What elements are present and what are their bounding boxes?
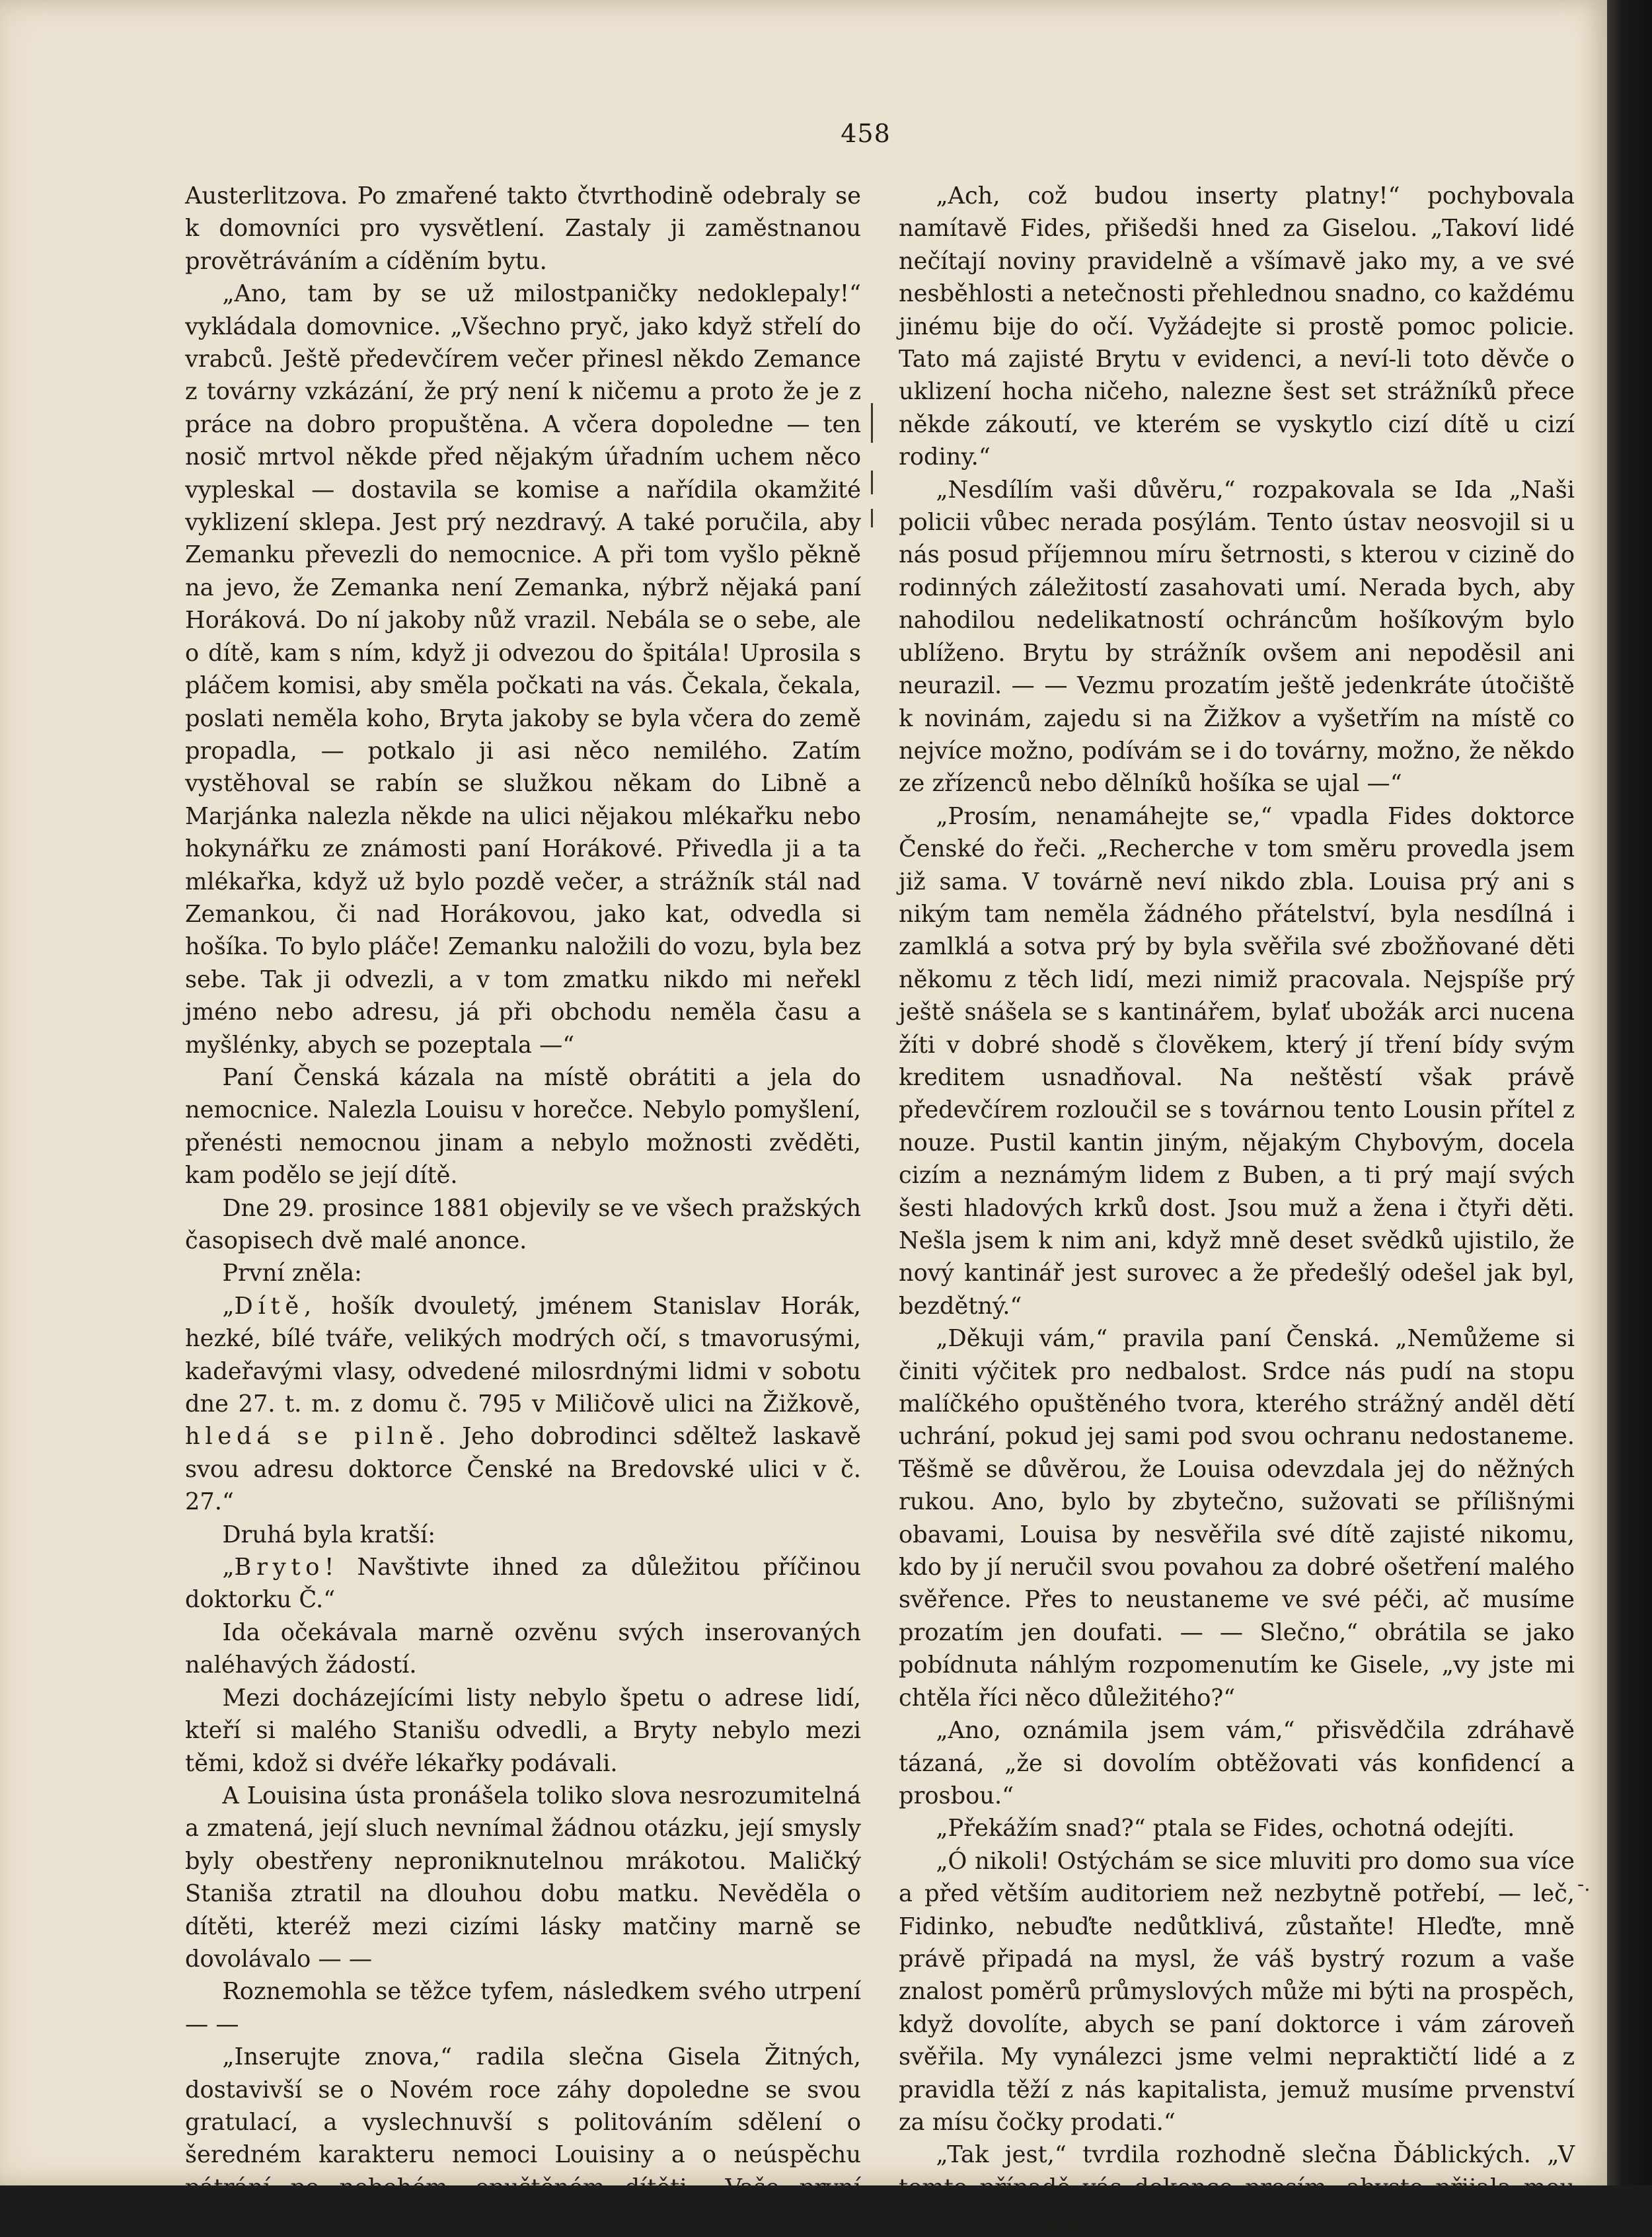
paragraph: „Děkuji vám,“ pravila paní Čenská. „Nemůžeme si činiti výčitek pro nedbalost. Srdce nás pudí na stopu malíčkého opuštěného tvora, kterého strážný anděl dětí uchrání, pokud jej sami pod svou ochranu nedostaneme. Těšmě se důvěrou, že Louisa odevzdala jej do něžných rukou. Ano, bylo by zbytečno, sužovati se přílišnými obavami, Louisa by nesvěřila své dítě zajisté nikomu, kdo by jí neručil svou povahou za dobré ošetření malého svěřence. Přes to neustaneme ve své péči, ač musíme prozatím jen doufati. — — Slečno,“ obrátila se jako pobídnuta náhlým rozpomenutím ke Gisele, „vy jste mi chtěla říci něco důležitého?“: [899, 1325, 1575, 1712]
spaced-phrase: hledá se pilně: [185, 1423, 439, 1451]
paragraph: Roznemohla se těžce tyfem, následkem svého utrpení — —: [185, 1978, 861, 2038]
advert-paragraph: [185, 1551, 861, 1616]
advert-text: ! Navštivte ihned za důležitou příčinou doktorku Č.“: [185, 1554, 861, 1614]
advert-paragraph: [185, 1290, 861, 1519]
margin-mark: -.: [1577, 1873, 1591, 1896]
left-column: [185, 180, 861, 2234]
paragraph: A Louisina ústa pronášela toliko slova nesrozumitelná a zmatená, její sluch nevnímal žádnou otázku, její smysly byly obestřeny neproniknutelnou mrákotou. Maličký Staniša ztratil na dlouhou dobu matku. Nevěděla o dítěti, kteréž mezi cizími lásky matčiny marně se dovolávalo — —: [185, 1782, 861, 1973]
column-divider-mark: [871, 403, 873, 443]
paragraph: Paní Čenská kázala na místě obrátiti a jela do nemocnice. Nalezla Louisu v horečce. Nebylo pomyšlení, přenésti nemocnou jinam a nebylo možnosti zvěděti, kam podělo se její dítě.: [185, 1063, 861, 1190]
paragraph: „Ach, což budou inserty platny!“ pochybovala namítavě Fides, přišedši hned za Giselou. „Takoví lidé nečítají noviny pravidelně a všímavě jako my, a ve své nesběhlosti a netečnosti přehlednou snadno, co každému jinému bije do očí. Vyžádejte si prostě pomoc policie. Tato má zajisté Brytu v evidenci, a neví-li toto děvče o uklizení hocha ničeho, nalezne šest set strážníků přece někde zákoutí, ve kterém se vyskytlo cizí dítě u cizí rodiny.“: [899, 182, 1575, 471]
paragraph: „Ano, oznámila jsem vám,“ přisvědčila zdráhavě tázaná, „že si dovolím obtěžovati vás konfidencí a prosbou.“: [899, 1717, 1575, 1809]
paragraph: „Prosím, nenamáhejte se,“ vpadla Fides doktorce Čenské do řeči. „Recherche v tom směru provedla jsem již sama. V továrně neví nikdo zbla. Louisa prý ani s nikým tam neměla žádného přátelství, byla nesdílná i zamlklá a sotva prý by byla svěřila své zbožňované děti někomu z těch lidí, mezi nimiž pracovala. Nejspíše prý ještě snášela se s kantinářem, bylať ubožák arci nucena žíti v dobré shodě s člověkem, který jí tření bídy svým kreditem usnadňoval. Na neštěstí však právě předevčírem rozloučil se s továrnou tento Lousin přítel z nouze. Pustil kantin jiným, nějakým Chybovým, docela cizím a neznámým lidem z Buben, a ti prý mají svých šesti hladových krků dost. Jsou muž a žena i čtyři děti. Nešla jsem k nim ani, když mně deset svědků ujistilo, že nový kantinář jest surovec a že předešlý odešel jak byl, bezdětný.“: [899, 802, 1575, 1320]
paragraph: První zněla:: [222, 1260, 362, 1287]
paragraph: „Nesdílím vaši důvěru,“ rozpakovala se Ida „Naši policii vůbec nerada posýlám. Tento ústav neosvojil si u nás posud příjemnou míru šetrnosti, s kterou v cizině do rodinných záležitostí zasahovati umí. Nerada bych, aby nahodilou nedelikatností ochráncům hošíkovým bylo ublíženo. Brytu by strážník ovšem ani nepoděsil ani neurazil. — — Vezmu prozatím ještě jedenkráte útočiště k novinám, zajedu si na Žižkov a vyšetřím na místě co nejvíce možno, podívám se i do továrny, možno, že někdo ze zřízenců nebo dělníků hošíka se ujal —“: [899, 476, 1575, 798]
spaced-word: Bryto: [234, 1554, 325, 1581]
advert-text: , hošík dvouletý, jménem Stanislav Horák, hezké, bílé tváře, velikých modrých očí, s tmavorusými, kadeřavými vlasy, odvedené milosrdnými lidmi v sobotu dne 27. t. m. z domu č. 795 v Miličově ulici na Žižkově,: [185, 1292, 861, 1418]
paragraph: „Inserujte znova,“ radila slečna Gisela Žitných, dostavivší se o Novém roce záhy dopoledne se svou gratulací, a vyslechnuvší s politováním sdělení o šeredném karakteru nemoci Louisiny a o neúspěchu pátrání po nebohém, opuštěném dítěti. „Vaše první anonce ztratily se asi ve spoustě novoročních návěští —“: [185, 2043, 861, 2234]
paragraph: „Tak jest,“ tvrdila rozhodně slečna Ďáblických. „V tomto případě vás dokonce prosím, abyste přijala mou radu a po případě i pomoc, aby zachováu byl práci: [899, 2141, 1575, 2234]
quote-mark: „: [222, 1554, 235, 1581]
scan-dark-edge: [1607, 0, 1652, 2185]
paragraph: Dne 29. prosince 1881 objevily se ve všech pražských časopisech dvě malé anonce.: [185, 1194, 861, 1254]
column-divider-mark: [871, 471, 873, 494]
paragraph: Ida očekávala marně ozvěnu svých inserovaných naléhavých žádostí.: [185, 1618, 861, 1679]
advert-text-end: . Jeho dobrodinci sděltež laskavě svou adresu doktorce Čenské na Bredovské ulici v č. 27.“: [185, 1423, 861, 1516]
column-divider-mark: [871, 509, 873, 527]
paragraph: „Ano, tam by se už milostpaničky nedoklepaly!“ vykládala domovnice. „Všechno pryč, jako když střelí do vrabců. Ještě předevčírem večer přinesl někdo Zemance z továrny vzkázání, že prý není k ničemu a proto že je z práce na dobro propuštěna. A včera dopoledne — ten nosič mrtvol někde před nějakým úřadním uchem něco vypleskal — dostavila se komise a nařídila okamžité vyklizení sklepa. Jest prý nezdravý. A také poručila, aby Zemanku převezli do nemocnice. A při tom vyšlo pěkně na jevo, že Zemanka není Zemanka, nýbrž nějaká paní Horáková. Do ní jakoby nůž vrazil. Nebála se o sebe, ale o dítě, kam s ním, když ji odvezou do špitála! Uprosila s pláčem komisi, aby směla počkati na vás. Čekala, čekala, poslati neměla koho, Bryta jakoby se byla včera do země propadla, — potkalo ji asi něco nemilého. Zatím vystěhoval se rabín se služkou někam do Libně a Marjánka nalezla někde na ulici nějakou mlékařku nebo hokynářku ze známosti paní Horákové. Přivedla ji a ta mlékařka, když už bylo pozdě večer, a strážník stál nad Zemankou, či nad Horákovou, jako kat, odvedla si hošíka. To bylo pláče! Zemanku naložili do vozu, byla bez sebe. Tak ji odvezli, a v tom zmatku nikdo mi neřekl jméno nebo adresu, já při obchodu neměla času a myšlénky, abych se pozeptala —“: [185, 280, 861, 1059]
paragraph: „Ó nikoli! Ostýchám se sice mluviti pro domo sua více a před větším auditoriem než nezbytně potřebí, — leč, Fidinko, nebuďte nedůtklivá, zůstaňte! Hleďte, mně právě připadá na mysl, že váš bystrý rozum a vaše znalost poměrů průmyslových může mi býti na prospěch, když dovolíte, abych se paní doktorce i vám zároveň svěřila. My vynálezci jsme velmi nepraktičtí lidé a z pravidla těží z nás kapitalista, jemuž musíme prvenství za mísu čočky prodati.“: [899, 1847, 1575, 2136]
right-column: [899, 180, 1575, 2234]
paragraph: Druhá byla kratší:: [222, 1521, 436, 1548]
page-number: 458: [841, 119, 891, 148]
paragraph: Mezi docházejícími listy nebylo špetu o adrese lidí, kteří si malého Stanišu odvedli, a Bryty nebylo mezi těmi, kdož si dvéře lékařky podávali.: [185, 1684, 861, 1777]
paragraph: Austerlitzova. Po zmařené takto čtvrthodině odebraly se k domovníci pro vysvětlení. Zastaly ji zaměstnanou provětráváním a cíděním bytu.: [185, 182, 861, 275]
quote-mark: „: [222, 1292, 235, 1320]
spaced-word: Dítě: [234, 1292, 304, 1320]
paragraph: „Překážím snad?“ ptala se Fides, ochotná odejíti.: [936, 1815, 1515, 1842]
